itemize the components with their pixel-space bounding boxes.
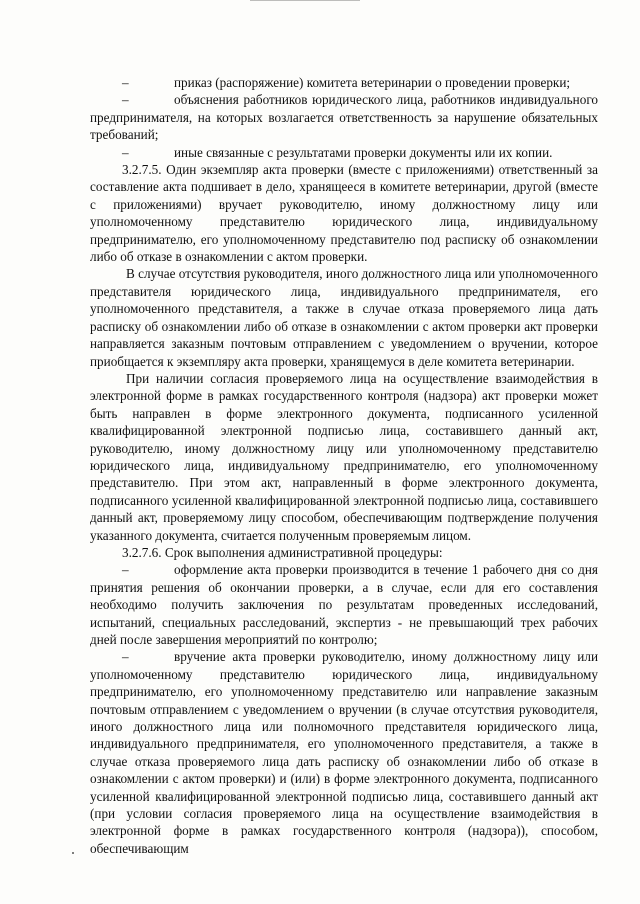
paragraph-text: 3.2.7.5. Один экземпляр акта проверки (вместе с приложениями) ответственный за составление акта подшивает в дело, хранящееся в комитете ветеринарии, другой (вместе с приложениями) вручает руководителю, иному должностному лицу или уполномоченному представителю юридического лица, индивидуальному предпринимателю, его уполномоченному представителю под расписку об ознакомлении либо об отказе в ознакомлении с актом проверки.: [90, 162, 598, 265]
paragraph-text: 3.2.7.6. Срок выполнения административной процедуры:: [122, 544, 443, 560]
scan-speck: [72, 852, 74, 854]
paragraph-dash-4: [90, 561, 598, 648]
dash-marker: –: [122, 92, 129, 108]
paragraph-text: приказ (распоряжение) комитета ветеринарии о проведении проверки;: [174, 75, 571, 90]
paragraph-3-2-7-5: [90, 161, 598, 265]
paragraph-text: объяснения работников юридического лица, работников индивидуального предпринимателя, на которых возлагается ответственность за нарушение обязательных требований;: [90, 92, 598, 143]
paragraph-text: При наличии согласия проверяемого лица на осуществление взаимодействия в электронной форме в рамках государственного контроля (надзора) акт проверки может быть направлен в форме электронного документа, подписанного усиленной квалифицированной электронной подписью лица, составившего данный акт, руководителю, иному должностному лицу или уполномоченному представителю юридического лица, индивидуальному предпринимателю, его уполномоченному представителю. При этом акт, направленный в форме электронного документа, подписанного усиленной квалифицированной электронной подписью лица, составившего данный акт, проверяемому лицу способом, обеспечивающим подтверждение получения указанного документа, считается полученным проверяемым лицом.: [90, 370, 598, 543]
document-body: [90, 74, 598, 857]
paragraph-dash-2: [90, 91, 598, 143]
dash-marker: –: [122, 75, 129, 90]
paragraph-text: вручение акта проверки руководителю, иному должностному лицу или уполномоченному представителю юридического лица, индивидуальному предпринимателю, его уполномоченному представителю или направление заказным почтовым отправлением с уведомлением о вручении (в случае отсутствия руководителя, иного должностного лица или полномочного представителя юридического лица, индивидуального предпринимателя, его уполномоченного представителя, а также в случае отказа проверяемого лица дать расписку об ознакомлении либо об отказе в ознакомлении с актом проверки) и (или) в форме электронного документа, подписанного усиленной квалифицированной электронной подписью лица, составившего данный акт (при условии согласия проверяемого лица на осуществление взаимодействия в электронной форме в рамках государственного контроля (надзора)), способом, обеспечивающим: [90, 649, 598, 856]
dash-marker: –: [122, 649, 129, 665]
paragraph-text: иные связанные с результатами проверки документы или их копии.: [174, 144, 553, 160]
paragraph-text: оформление акта проверки производится в течение 1 рабочего дня со дня принятия решения об окончании проверки, а в случае, если для его составления необходимо получить заключения по результатам проведенных исследований, испытаний, специальных расследований, экспертиз - не превышающий трех рабочих дней после завершения мероприятий по контролю;: [90, 562, 598, 647]
scan-artifact-top-line: [250, 0, 360, 1]
paragraph-dash-5: [90, 648, 598, 857]
paragraph-absence-case: [90, 265, 598, 369]
paragraph-dash-3: [90, 144, 598, 161]
dash-marker: –: [122, 144, 129, 160]
paragraph-electronic-form: [90, 370, 598, 544]
dash-marker: –: [122, 562, 129, 578]
paragraph-dash-1: [90, 74, 598, 91]
paragraph-3-2-7-6: [90, 544, 598, 561]
paragraph-text: В случае отсутствия руководителя, иного должностного лица или уполномоченного представителя юридического лица, индивидуального предпринимателя, его уполномоченного представителя, а также в случае отказа проверяемого лица дать расписку об ознакомлении либо об отказе в ознакомлении с актом проверки акт проверки направляется заказным почтовым отправлением с уведомлением о вручении, которое приобщается к экземпляру акта проверки, хранящемуся в деле комитета ветеринарии.: [90, 266, 598, 369]
